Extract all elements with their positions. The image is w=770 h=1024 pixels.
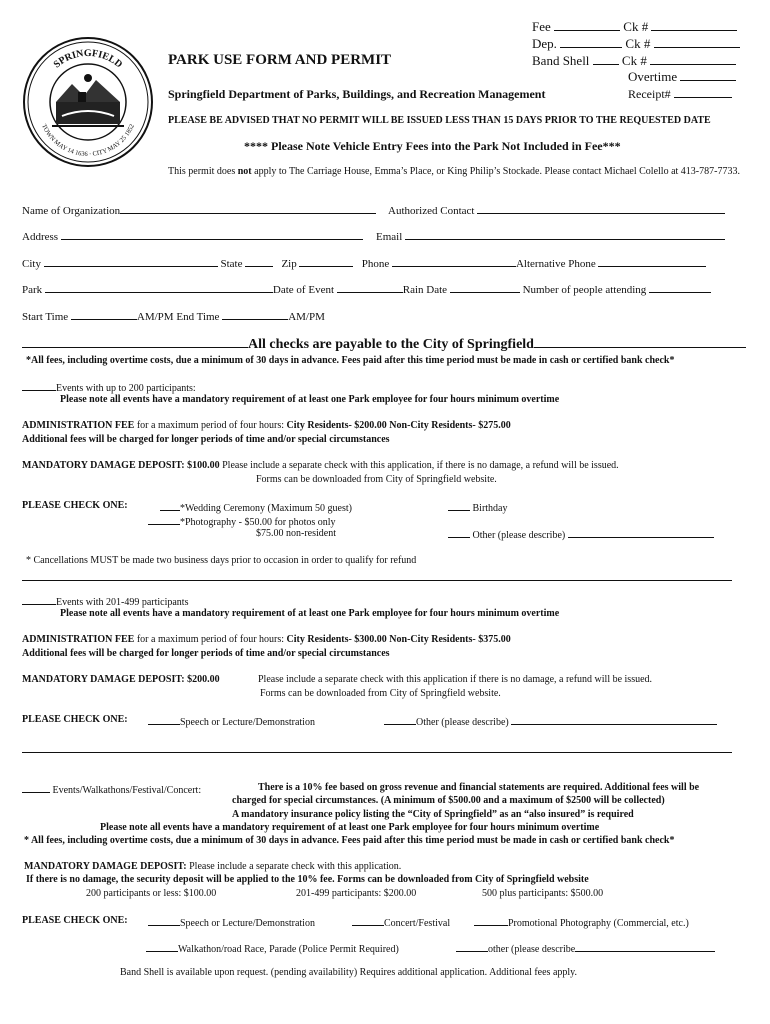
s2-other-row[interactable] xyxy=(384,714,717,728)
s2-other-checkbox[interactable] xyxy=(384,714,416,725)
s1-admin-row xyxy=(22,420,511,431)
office-overtime-row xyxy=(628,69,736,85)
s2-check-one: PLEASE CHECK ONE: xyxy=(22,714,128,725)
ck2-label: Ck # xyxy=(625,36,651,51)
address-field[interactable] xyxy=(61,229,363,240)
s2-admin-text: for a maximum period of four hours: xyxy=(134,634,287,645)
ck2-field[interactable] xyxy=(654,37,740,48)
s1-cancel-note: * Cancellations MUST be made two business days prior to occasion in order to qualify for refund xyxy=(26,555,417,566)
people-field[interactable] xyxy=(649,282,711,293)
s1-wedding-label: *Wedding Ceremony (Maximum 50 guest) xyxy=(180,503,352,514)
svg-text:SPRINGFIELD: SPRINGFIELD xyxy=(51,47,125,71)
s2-admin-row xyxy=(22,634,511,645)
s1-photo-row[interactable] xyxy=(148,514,336,528)
s3-fee-line1: There is a 10% fee based on gross revenue and financial statements are required. Additional fees will be xyxy=(258,782,700,793)
s1-photo-checkbox[interactable] xyxy=(148,514,180,525)
permit-note-b: apply to The Carriage House, Emma’s Place, or King Philip’s Stockade. Please contact Michael Colello at 413-787-7733. xyxy=(251,166,740,177)
fee-label: Fee xyxy=(532,19,551,34)
alt-phone-label: Alternative Phone xyxy=(515,258,596,270)
phone-label: Phone xyxy=(361,258,390,270)
email-row xyxy=(376,229,725,243)
s1-birthday-label: Birthday xyxy=(472,503,508,514)
state-label: State xyxy=(220,258,243,270)
alt-phone-field[interactable] xyxy=(598,256,706,267)
s1-mandatory: Please note all events have a mandatory requirement of at least one Park employee for four hours minimum overtime xyxy=(60,394,560,405)
s3-other-checkbox[interactable] xyxy=(456,941,488,952)
ck3-field[interactable] xyxy=(650,54,736,65)
s1-birthday-checkbox[interactable] xyxy=(448,500,470,511)
overtime-label: Overtime xyxy=(628,69,678,84)
phone-field[interactable] xyxy=(392,256,516,267)
s3-promo-checkbox[interactable] xyxy=(474,915,508,926)
fee-field[interactable] xyxy=(554,20,620,31)
zip-field[interactable] xyxy=(299,256,353,267)
checks-line-right xyxy=(534,335,746,348)
checks-payable: All checks are payable to the City of Springfield xyxy=(248,337,534,352)
s3-tier1: 200 participants or less: $100.00 xyxy=(86,888,217,899)
s2-heading: Events with 201-499 participants xyxy=(56,597,189,608)
rain-field[interactable] xyxy=(450,282,520,293)
s1-photo-label: *Photography - $50.00 for photos only xyxy=(180,517,336,528)
permit-note-a: This permit does xyxy=(168,166,238,177)
office-band-row xyxy=(532,53,736,69)
org-row xyxy=(22,203,376,217)
s3-concert-label: Concert/Festival xyxy=(384,918,451,929)
city-field[interactable] xyxy=(44,256,218,267)
office-receipt-row xyxy=(628,87,732,102)
s2-speech-row[interactable] xyxy=(148,714,315,728)
s1-deposit-amount: $100.00 xyxy=(184,460,220,471)
s1-checkbox[interactable] xyxy=(22,380,56,391)
overtime-field[interactable] xyxy=(680,70,736,81)
s2-heading-row xyxy=(22,594,188,608)
s2-speech-label: Speech or Lecture/Demonstration xyxy=(180,717,315,728)
checks-payable-row xyxy=(22,335,746,353)
s3-heading-row xyxy=(22,782,201,796)
advisory-notice: PLEASE BE ADVISED THAT NO PERMIT WILL BE ISSUED LESS THAN 15 DAYS PRIOR TO THE REQUESTED DATE xyxy=(168,115,711,126)
s3-checkbox[interactable] xyxy=(22,782,50,793)
s1-other-field[interactable] xyxy=(568,527,714,538)
s1-wedding-row[interactable] xyxy=(160,500,352,514)
ck3-label: Ck # xyxy=(621,53,647,68)
checks-line-left xyxy=(22,335,248,348)
email-label: Email xyxy=(376,231,403,243)
s3-deposit-row xyxy=(24,861,401,872)
s1-deposit-text: Please include a separate check with this application, if there is no damage, a refund will be issued. xyxy=(219,460,619,471)
s2-additional: Additional fees will be charged for longer periods of time and/or special circumstances xyxy=(22,648,390,659)
s2-other-field[interactable] xyxy=(511,714,717,725)
ck1-label: Ck # xyxy=(623,19,649,34)
org-label: Name of Organization xyxy=(22,205,121,217)
date-label: Date of Event xyxy=(272,284,335,296)
s3-insurance: A mandatory insurance policy listing the “City of Springfield” as an “also insured” is required xyxy=(232,809,634,820)
end-field[interactable] xyxy=(222,309,288,320)
s3-no-damage: If there is no damage, the security deposit will be applied to the 10% fee. Forms can be downloaded from City of Springfield website xyxy=(26,874,589,885)
s1-heading-row xyxy=(22,380,196,394)
vehicle-note: **** Please Note Vehicle Entry Fees into the Park Not Included in Fee*** xyxy=(244,139,621,153)
email-field[interactable] xyxy=(405,229,725,240)
ampm1-label: AM/PM xyxy=(136,311,174,323)
s3-speech-row[interactable] xyxy=(148,915,315,929)
rain-label: Rain Date xyxy=(402,284,448,296)
s3-promo-label: Promotional Photography (Commercial, etc.) xyxy=(508,918,689,929)
s2-admin-label: ADMINISTRATION FEE xyxy=(22,634,135,645)
address-label: Address xyxy=(22,231,59,243)
date-field[interactable] xyxy=(337,282,403,293)
s2-deposit-label: MANDATORY DAMAGE DEPOSIT: $200.00 xyxy=(22,674,220,685)
city-seal xyxy=(22,36,154,168)
s1-deposit-row xyxy=(22,460,619,471)
s1-admin-text: for a maximum period of four hours: xyxy=(134,420,287,431)
s1-check-one: PLEASE CHECK ONE: xyxy=(22,500,128,511)
city-row xyxy=(22,256,706,270)
s3-fee-line2-a: charged for special circumstances xyxy=(232,795,376,806)
ck1-field[interactable] xyxy=(651,20,737,31)
s3-walk-checkbox[interactable] xyxy=(146,941,178,952)
contact-label: Authorized Contact xyxy=(388,205,475,217)
people-label: Number of people attending xyxy=(522,284,647,296)
s3-fee-line2-b: . (A minimum of $500.00 and a maximum of $2500 will be collected) xyxy=(375,795,665,806)
s3-heading: Events/Walkathons/Festival/Concert: xyxy=(52,785,202,796)
s3-speech-label: Speech or Lecture/Demonstration xyxy=(180,918,315,929)
s3-walk-row[interactable] xyxy=(146,941,399,955)
s1-deposit-label: MANDATORY DAMAGE DEPOSIT: xyxy=(22,460,185,471)
s3-other-label: other (please describe xyxy=(488,944,576,955)
park-label: Park xyxy=(22,284,43,296)
s3-tier3: 500 plus participants: $500.00 xyxy=(482,888,604,899)
contact-field[interactable] xyxy=(477,203,725,214)
band-shell-label: Band Shell xyxy=(532,53,590,68)
s3-speech-checkbox[interactable] xyxy=(148,915,180,926)
time-row xyxy=(22,309,325,323)
s3-fee-line2 xyxy=(232,795,665,806)
svg-text:TOWN MAY 14 1636 · CITY MAY 25: TOWN MAY 14 1636 · CITY MAY 25 1852 xyxy=(40,123,136,159)
s1-other-row[interactable] xyxy=(448,527,714,541)
s2-admin-fees: City Residents- $300.00 Non-City Residents- $375.00 xyxy=(286,634,511,645)
s3-other-field[interactable] xyxy=(575,941,715,952)
s3-walk-label: Walkathon/road Race, Parade (Police Permit Required) xyxy=(178,944,399,955)
s1-other-label: Other (please describe) xyxy=(472,530,566,541)
s3-other-row[interactable] xyxy=(456,941,715,955)
s3-tier2: 201-499 participants: $200.00 xyxy=(296,888,417,899)
s2-mandatory: Please note all events have a mandatory requirement of at least one Park employee for four hours minimum overtime xyxy=(60,608,560,619)
s1-forms: Forms can be downloaded from City of Springfield website. xyxy=(256,474,497,485)
band-shell-note: Band Shell is available upon request. (pending availability) Requires additional application. Additional fees apply. xyxy=(120,967,578,978)
org-field[interactable] xyxy=(120,203,376,214)
receipt-label: Receipt# xyxy=(628,87,671,101)
s2-speech-checkbox[interactable] xyxy=(148,714,180,725)
receipt-field[interactable] xyxy=(674,87,732,98)
s1-birthday-row[interactable] xyxy=(448,500,508,514)
divider-2 xyxy=(22,752,732,753)
permit-note-not: not xyxy=(237,166,252,177)
s2-checkbox[interactable] xyxy=(22,594,56,605)
s1-other-checkbox[interactable] xyxy=(448,527,470,538)
band-shell-field[interactable] xyxy=(593,54,619,65)
s1-additional: Additional fees will be charged for longer periods of time and/or special circumstances xyxy=(22,434,390,445)
s2-forms: Forms can be downloaded from City of Springfield website. xyxy=(260,688,501,699)
end-label: End Time xyxy=(176,311,220,323)
s3-deposit-text: Please include a separate check with this application. xyxy=(186,861,402,872)
address-row xyxy=(22,229,363,243)
start-label: Start Time xyxy=(22,311,69,323)
s1-heading: Events with up to 200 participants: xyxy=(56,383,196,394)
s3-all-fees: * All fees, including overtime costs, due a minimum of 30 days in advance. Fees paid after this time period must be made in cash or certified bank check* xyxy=(24,835,675,846)
dep-field[interactable] xyxy=(560,37,622,48)
office-fee-row xyxy=(532,19,737,35)
s1-admin-fees: City Residents- $200.00 Non-City Residents- $275.00 xyxy=(286,420,511,431)
all-fees-note: *All fees, including overtime costs, due a minimum of 30 days in advance. Fees paid after this time period must be made in cash or certified bank check* xyxy=(26,355,675,366)
state-field[interactable] xyxy=(245,256,273,267)
s3-concert-row[interactable] xyxy=(352,915,450,929)
park-field[interactable] xyxy=(45,282,273,293)
divider-1 xyxy=(22,580,732,581)
s3-mandatory: Please note all events have a mandatory requirement of at least one Park employee for four hours minimum overtime xyxy=(100,822,600,833)
start-field[interactable] xyxy=(71,309,137,320)
s3-check-one: PLEASE CHECK ONE: xyxy=(22,915,128,926)
permit-note xyxy=(168,166,740,177)
s2-deposit-text: Please include a separate check with this application if there is no damage, a refund will be issued. xyxy=(258,674,653,685)
office-dep-row xyxy=(532,36,740,52)
dep-label: Dep. xyxy=(532,36,557,51)
zip-label: Zip xyxy=(281,258,297,270)
s1-wedding-checkbox[interactable] xyxy=(160,500,180,511)
s3-concert-checkbox[interactable] xyxy=(352,915,384,926)
page-title: PARK USE FORM AND PERMIT xyxy=(168,52,392,68)
city-label: City xyxy=(22,258,41,270)
s1-photo-nonresident: $75.00 non-resident xyxy=(256,528,336,539)
contact-row xyxy=(388,203,725,217)
s2-other-label: Other (please describe) xyxy=(416,717,509,728)
ampm2-label: AM/PM xyxy=(288,311,325,323)
s1-admin-label: ADMINISTRATION FEE xyxy=(22,420,135,431)
department-name: Springfield Department of Parks, Buildings, and Recreation Management xyxy=(168,87,546,101)
s3-deposit-label: MANDATORY DAMAGE DEPOSIT: xyxy=(24,861,187,872)
park-row xyxy=(22,282,711,296)
s3-promo-row[interactable] xyxy=(474,915,689,929)
